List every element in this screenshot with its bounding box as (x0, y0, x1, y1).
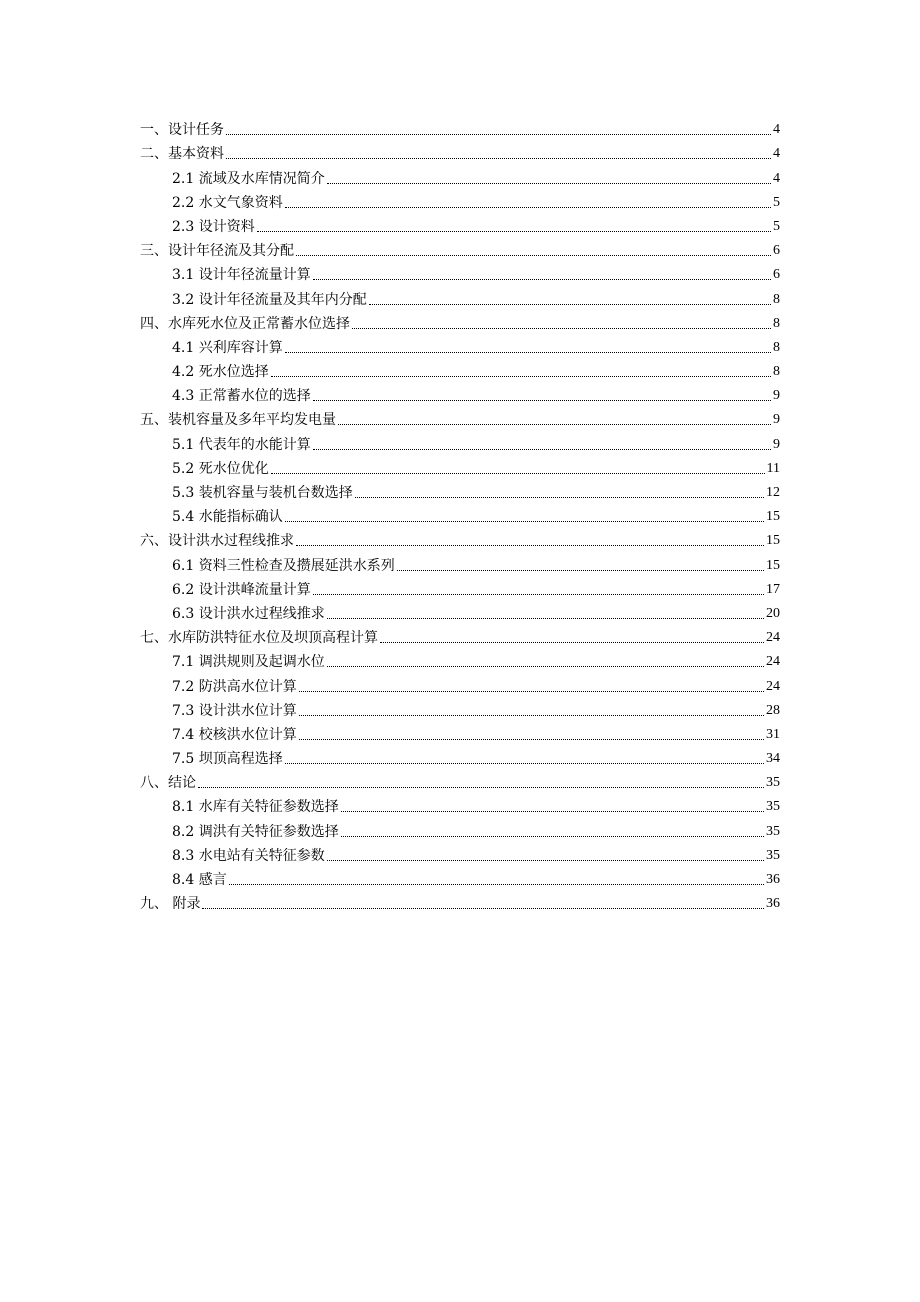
toc-dot-leader (257, 231, 771, 232)
toc-entry-title: 5.4 水能指标确认 (172, 509, 283, 526)
toc-entry[interactable] (140, 454, 780, 478)
toc-dot-leader (352, 328, 771, 329)
toc-entry-title: 四、水库死水位及正常蓄水位选择 (140, 315, 350, 332)
toc-entry-page-number: 34 (766, 751, 780, 767)
toc-entry[interactable] (140, 333, 780, 357)
toc-entry[interactable] (140, 260, 780, 284)
toc-dot-leader (338, 424, 771, 425)
toc-entry[interactable] (140, 647, 780, 671)
toc-entry[interactable] (140, 526, 780, 550)
toc-entry[interactable] (140, 841, 780, 865)
toc-dot-leader (285, 521, 764, 522)
toc-dot-leader (397, 570, 764, 571)
toc-entry[interactable] (140, 599, 780, 623)
table-of-contents (140, 115, 780, 913)
toc-entry-page-number: 28 (766, 702, 780, 718)
toc-entry-title: 7.3 设计洪水位计算 (172, 702, 297, 719)
toc-entry[interactable] (140, 115, 780, 139)
toc-entry-title: 一、设计任务 (140, 122, 224, 139)
toc-entry[interactable] (140, 236, 780, 260)
toc-entry-title: 5.1 代表年的水能计算 (172, 436, 311, 453)
toc-entry-page-number: 5 (773, 194, 780, 210)
toc-entry[interactable] (140, 478, 780, 502)
toc-entry-page-number: 31 (766, 726, 780, 742)
toc-entry-title: 2.2 水文气象资料 (172, 194, 283, 211)
toc-dot-leader (299, 691, 764, 692)
toc-entry[interactable] (140, 696, 780, 720)
toc-entry-page-number: 15 (766, 557, 780, 573)
toc-entry[interactable] (140, 381, 780, 405)
toc-entry[interactable] (140, 550, 780, 574)
toc-entry-page-number: 35 (766, 823, 780, 839)
toc-entry-page-number: 24 (766, 678, 780, 694)
toc-entry-page-number: 9 (773, 388, 780, 404)
toc-entry-title: 7.4 校核洪水位计算 (172, 726, 297, 743)
toc-entry[interactable] (140, 671, 780, 695)
toc-dot-leader (271, 473, 765, 474)
toc-entry-page-number: 6 (773, 267, 780, 283)
toc-dot-leader (285, 352, 771, 353)
toc-entry-title: 7.2 防洪高水位计算 (172, 678, 297, 695)
toc-entry-title: 8.3 水电站有关特征参数 (172, 847, 325, 864)
toc-dot-leader (327, 183, 771, 184)
toc-entry-title: 2.3 设计资料 (172, 218, 255, 235)
toc-entry[interactable] (140, 889, 780, 913)
toc-entry-page-number: 35 (766, 775, 780, 791)
toc-entry[interactable] (140, 357, 780, 381)
toc-entry[interactable] (140, 163, 780, 187)
toc-entry-page-number: 36 (766, 872, 780, 887)
toc-entry-page-number: 36 (766, 896, 780, 912)
toc-entry[interactable] (140, 623, 780, 647)
toc-entry-page-number: 8 (773, 291, 780, 307)
toc-entry-title: 五、装机容量及多年平均发电量 (140, 412, 336, 429)
toc-entry-title: 5.2 死水位优化 (172, 460, 269, 477)
toc-entry-title: 4.1 兴利库容计算 (172, 339, 283, 356)
toc-entry[interactable] (140, 429, 780, 453)
toc-entry-page-number: 4 (773, 146, 780, 162)
toc-entry-title: 7.5 坝顶高程选择 (172, 751, 283, 768)
toc-entry-page-number: 4 (773, 122, 780, 138)
toc-entry[interactable] (140, 720, 780, 744)
toc-entry-page-number: 24 (766, 654, 780, 670)
toc-entry[interactable] (140, 405, 780, 429)
toc-entry-page-number: 8 (773, 315, 780, 331)
toc-entry[interactable] (140, 139, 780, 163)
toc-entry-title: 六、设计洪水过程线推求 (140, 533, 294, 550)
toc-dot-leader (229, 884, 764, 885)
toc-entry[interactable] (140, 502, 780, 526)
toc-entry-title: 4.2 死水位选择 (172, 364, 269, 381)
toc-dot-leader (296, 255, 771, 256)
toc-entry-title: 九、 附录 (140, 896, 201, 913)
toc-entry-title: 8.1 水库有关特征参数选择 (172, 799, 339, 816)
toc-entry-page-number: 8 (773, 339, 780, 355)
toc-entry-title: 8.4 感言 (172, 872, 227, 888)
toc-entry[interactable] (140, 212, 780, 236)
toc-entry-page-number: 15 (766, 533, 780, 549)
toc-entry[interactable] (140, 768, 780, 792)
toc-entry-title: 8.2 调洪有关特征参数选择 (172, 823, 339, 840)
toc-entry-title: 3.1 设计年径流量计算 (172, 267, 311, 284)
toc-dot-leader (327, 860, 764, 861)
toc-entry-title: 三、设计年径流及其分配 (140, 243, 294, 260)
toc-entry-title: 5.3 装机容量与装机台数选择 (172, 485, 353, 501)
toc-entry-title: 7.1 调洪规则及起调水位 (172, 654, 325, 671)
toc-dot-leader (313, 400, 771, 401)
toc-entry-title: 6.2 设计洪峰流量计算 (172, 581, 311, 598)
toc-entry-page-number: 4 (773, 170, 780, 186)
toc-entry-title: 4.3 正常蓄水位的选择 (172, 388, 311, 405)
toc-entry[interactable] (140, 575, 780, 599)
toc-entry-page-number: 24 (766, 630, 780, 646)
toc-dot-leader (299, 739, 764, 740)
toc-entry-title: 3.2 设计年径流量及其年内分配 (172, 291, 367, 308)
toc-dot-leader (299, 715, 764, 716)
toc-entry-page-number: 15 (766, 509, 780, 525)
toc-dot-leader (380, 642, 764, 643)
toc-entry-title: 七、水库防洪特征水位及坝顶高程计算 (140, 630, 378, 647)
toc-dot-leader (226, 134, 771, 135)
toc-dot-leader (313, 594, 764, 595)
toc-dot-leader (355, 497, 764, 498)
toc-entry[interactable] (140, 792, 780, 816)
toc-entry-page-number: 11 (766, 460, 780, 476)
toc-entry-page-number: 20 (766, 605, 780, 621)
toc-dot-leader (198, 787, 764, 788)
toc-entry-title: 2.1 流域及水库情况简介 (172, 170, 325, 187)
toc-entry[interactable] (140, 188, 780, 212)
toc-entry[interactable] (140, 744, 780, 768)
toc-entry[interactable] (140, 865, 780, 889)
toc-dot-leader (341, 811, 764, 812)
toc-dot-leader (226, 158, 771, 159)
toc-entry-title: 6.3 设计洪水过程线推求 (172, 605, 325, 622)
toc-dot-leader (313, 279, 771, 280)
toc-entry-title: 二、基本资料 (140, 146, 224, 163)
toc-entry-page-number: 17 (766, 581, 780, 597)
toc-dot-leader (327, 666, 764, 667)
toc-entry-page-number: 35 (766, 847, 780, 863)
toc-entry-title: 八、结论 (140, 775, 196, 792)
toc-entry-page-number: 35 (766, 799, 780, 815)
toc-dot-leader (313, 449, 771, 450)
toc-dot-leader (271, 376, 771, 377)
toc-entry-page-number: 6 (773, 243, 780, 259)
toc-dot-leader (202, 908, 764, 909)
toc-entry[interactable] (140, 816, 780, 840)
toc-dot-leader (369, 304, 771, 305)
toc-entry-page-number: 9 (773, 436, 780, 452)
toc-dot-leader (285, 763, 764, 764)
toc-entry-page-number: 8 (773, 364, 780, 380)
toc-entry-page-number: 12 (766, 485, 780, 500)
toc-entry[interactable] (140, 309, 780, 333)
toc-entry-page-number: 9 (773, 412, 780, 428)
toc-entry[interactable] (140, 284, 780, 308)
toc-dot-leader (341, 836, 764, 837)
toc-dot-leader (327, 618, 764, 619)
toc-dot-leader (285, 207, 771, 208)
toc-dot-leader (296, 545, 764, 546)
toc-entry-title: 6.1 资料三性检查及攒展延洪水系列 (172, 557, 395, 574)
toc-entry-page-number: 5 (773, 218, 780, 234)
